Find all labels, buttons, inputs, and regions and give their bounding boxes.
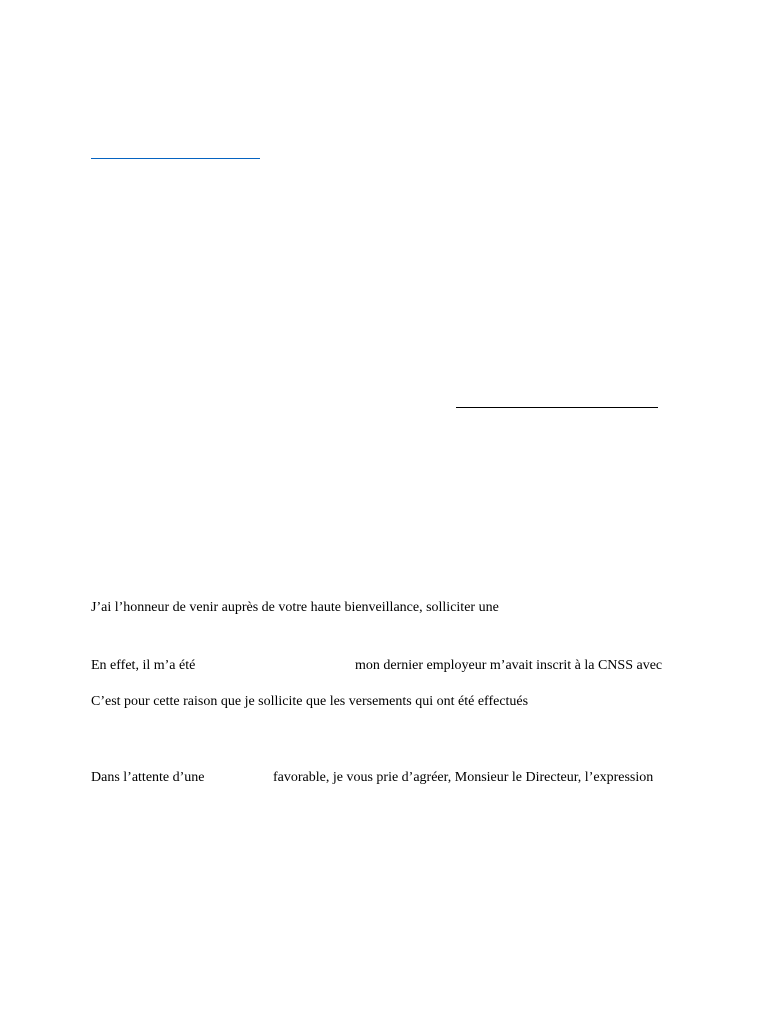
closing-start: Dans l’attente d’une: [91, 770, 205, 785]
paragraph-request: J’ai l’honneur de venir auprès de votre haute bienveillance, solliciter une: [91, 600, 499, 615]
paragraph-solicitation: C’est pour cette raison que je sollicite que les versements qui ont été effectués: [91, 694, 529, 709]
hyperlink-underline[interactable]: [91, 158, 260, 159]
signature-line: [456, 407, 658, 408]
paragraph-reason-end: mon dernier employeur m’avait inscrit à la CNSS avec: [355, 658, 663, 673]
closing-end: favorable, je vous prie d’agréer, Monsieur le Directeur, l’expression: [273, 770, 654, 785]
paragraph-reason-start: En effet, il m’a été: [91, 658, 196, 673]
